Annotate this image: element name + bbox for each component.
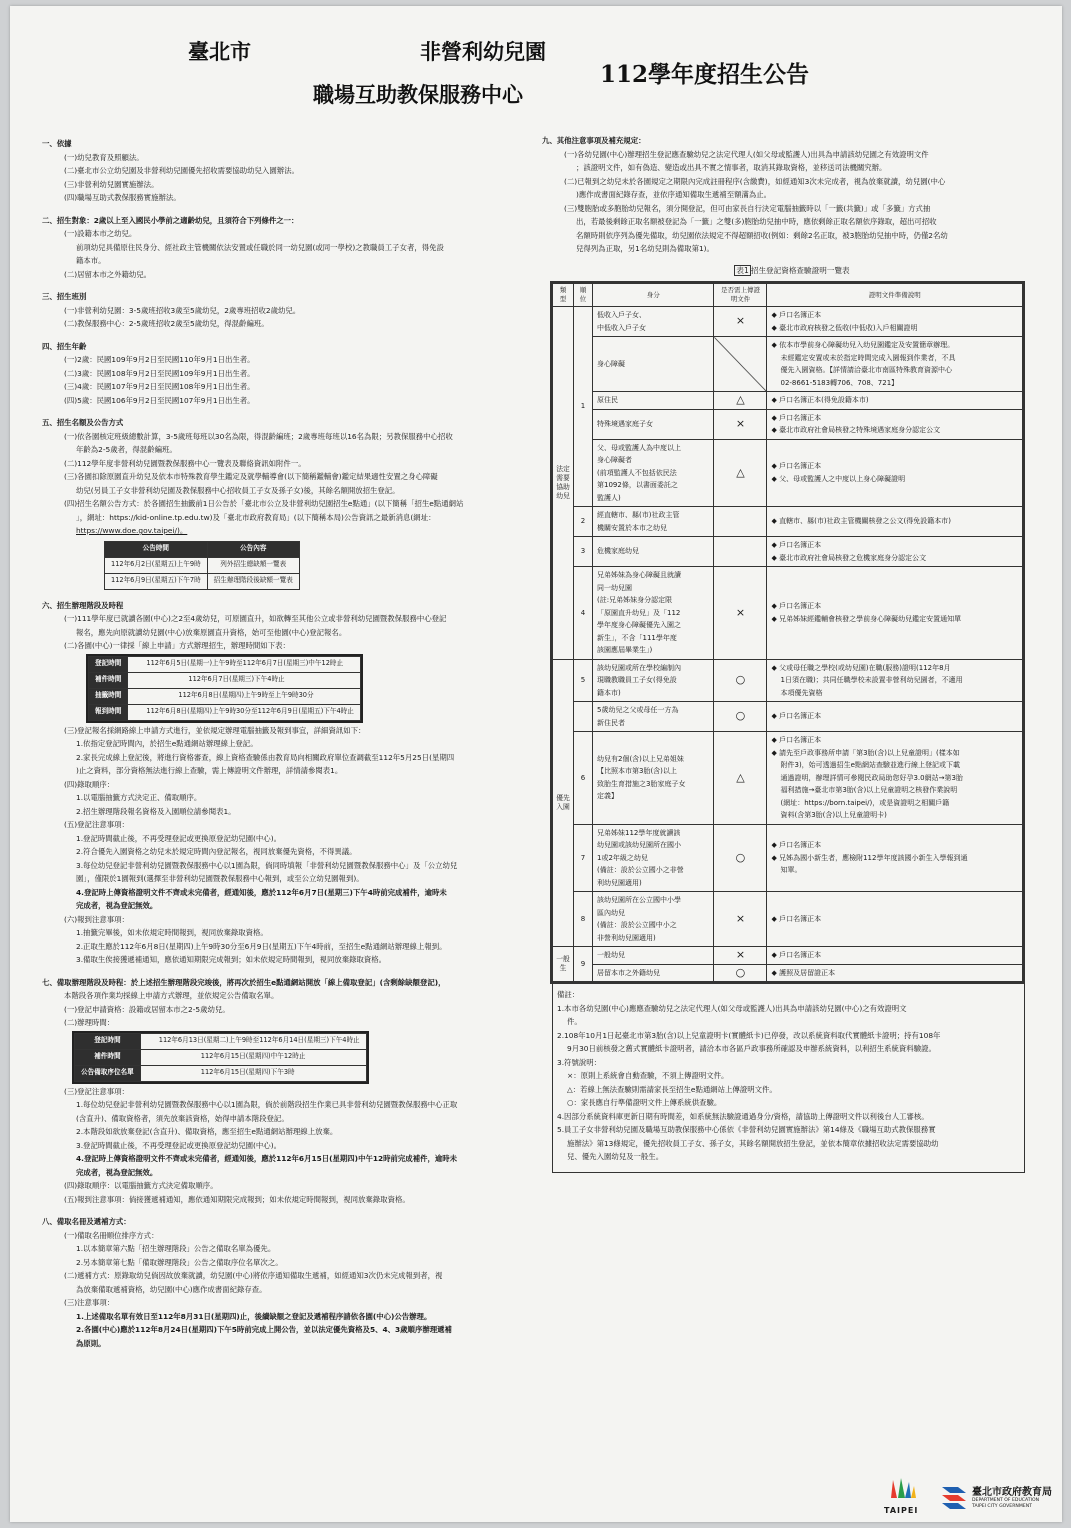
document-line: (網址：https://born.taipei/)，或是資證明之相關戶籍 [780, 798, 950, 807]
text-line: 2.另本簡章第七點「備取辦理階段」公告之備取序位名單次之。 [76, 1257, 283, 1267]
section-heading: 七、備取辦理階段及時程：於上述招生辦理階段完竣後，將再次於招生e點通網站開放「線上備取登記」(含剩餘缺額登記)， [42, 977, 446, 987]
publish-content: 招生辦理階段後缺額一覽表 [207, 573, 299, 589]
upload-mark-cell: × [714, 567, 767, 660]
document-cell [767, 307, 1023, 337]
header-city: 臺北市 [188, 39, 251, 64]
text-line: 完成者，視為登記無效。 [76, 901, 158, 910]
text-line: 1.以本簡章第六點「招生辦理階段」公告之備取名單為優先。 [76, 1244, 276, 1253]
text-line: 1.本市各幼兒園(中心)應應查驗幼兒之法定代理人(如父母或監護人)出具為申請該幼兒園(中心)之有效證明文 [557, 1003, 907, 1013]
text-line: 2.符合優先入園資格之幼兒未於規定時間內登記報名，視同放棄優先資格，不得異議。 [76, 847, 357, 856]
table1-qualifications [552, 283, 1023, 982]
text-line: (一)設籍本市之幼兒。 [64, 229, 137, 238]
document-line: ◆ 請先至戶政事務所申請「第3胎(含)以上兒童證明」(樣本如 [771, 748, 960, 757]
text-line: 前項幼兒具備原住民身分、經社政主管機關依法安置或任職於同一幼兒園(或同一學校)之教職員工子女者，得免設 [76, 242, 444, 252]
document-line: ◆ 臺北市政府社會局核發之特殊境遇家庭身分認定公文 [771, 426, 941, 434]
publish-time: 112年6月9日(星期五)下午7時 [105, 573, 208, 589]
text-line: (四)錄取順序： [64, 779, 115, 789]
identity-line: 幼兒有2個(含)以上兄弟姐妹 [597, 754, 684, 763]
table1-header-doc: 證明文件準備說明 [767, 284, 1023, 307]
text-line: 3.登記時間截止後，不再受理登記或更換原登記幼兒園(中心)。 [76, 1140, 281, 1150]
document-line: ◆ 戶口名簿正本 [771, 462, 822, 471]
upload-mark-cell: × [714, 409, 767, 439]
document-line: ◆ 臺北市政府核發之低收(中低收)入戶相關證明 [771, 323, 918, 332]
identity-line: 學年度身心障礙優先入園之 [597, 621, 681, 629]
text-line: 本階段各項作業均採線上申請方式辦理，並依規定公告備取名單。 [64, 991, 279, 1000]
publish-time: 112年6月2日(星期五)上午9時 [105, 557, 208, 573]
table1-notes [552, 982, 1025, 1173]
identity-line: 經直轄市、縣(市)社政主管 [597, 511, 680, 519]
document-line: ◆ 戶口名簿正本 [771, 602, 822, 611]
identity-cell [593, 337, 714, 392]
text-line: (三)4歲：民國107年9月2日至民國108年9月1日出生者。 [64, 382, 255, 391]
document-line: ◆ 戶口名簿正本 [771, 951, 822, 959]
text-line: 2.各園(中心)應於112年8月24日(星期四)下午5時前完成上開公告，並以法定優先資格及5、4、3歲順序辦理遞補 [76, 1325, 452, 1334]
header-org-type: 非營利幼兒園 [420, 39, 546, 64]
identity-line: (備註：設於公立國小之非營 [597, 866, 684, 874]
text-line: )止之資料，部分資格無法進行線上查驗，需上傳證明文件辦理，詳情請參閱表1。 [76, 766, 343, 775]
text-line: ○：家長應自行準備證明文件上傳系統供查驗。 [567, 1098, 722, 1107]
doe-name-cn: 臺北市政府教育局 [972, 1487, 1052, 1498]
text-line: 幼兒(另員工子女非營利幼兒園及教保服務中心招收員工子女及孫子女)後，其餘名額開放招生登記。 [76, 485, 400, 495]
text-line: 園」，僅限於1園報到(選擇至非營利幼兒園暨教保服務中心報到，或至公立幼兒園報到)。 [76, 874, 364, 883]
text-line: 3.備取生俟接獲遞補通知，應依通知期限完成報到；如未依規定時間報到，視同放棄錄取資格。 [76, 955, 387, 964]
order-cell: 1 [574, 307, 593, 507]
table-row [553, 702, 1023, 732]
text-line: (三)非營利幼兒園實施辦法。 [64, 179, 159, 189]
stage-value: 112年6月5日(星期一)上午9時至112年6月7日(星期三)中午12時止 [128, 656, 361, 672]
text-line: (二)教保服務中心：2-5歲班招收2歲至5歲幼兒，得混齡編班。 [64, 319, 269, 328]
section-heading: 六、招生辦理階段及時程 [42, 600, 124, 610]
taipei-logo-text: TAIPEI [884, 1506, 919, 1515]
category-cell: 法定需要協助幼兒 [553, 307, 574, 660]
document-line: 附件3)，始可透過招生e點網站查驗並進行線上登記或下載 [780, 761, 960, 769]
document-line: ◆ 依本市學前身心障礙幼兒入幼兒園鑑定及安置簡章辦理。 [771, 341, 955, 349]
text-line: (三)雙胞胎或多胞胎幼兒報名，須分開登記，但可由家長自行決定電腦抽籤時以「一籤(共籤)」或「多籤」方式抽 [564, 203, 931, 213]
text-line: 4.因部分系統資料庫更新日期有時間差，如系統無法驗證通過身分/資格，請協助上傳證明文件以利後台人工審核。 [557, 1111, 929, 1121]
text-line: 3.每位幼兒登記非營利幼兒園暨教保服務中心以1園為限，倘同時填報「非營利幼兒園暨教保服務中心」及「公立幼兒 [76, 860, 458, 870]
table-row [553, 307, 1023, 337]
category-cell: 一般生 [553, 947, 574, 982]
identity-line: 5歲幼兒之父或母任一方為 [597, 706, 679, 714]
document-cell [767, 824, 1023, 892]
text-line: 2.108年10月1日起臺北市第3胎(含)以上兒童證明卡(實體紙卡)已停發，改以系統資料取代實體紙卡證明；持有108年 [557, 1030, 941, 1040]
document-line: ◆ 直轄市、縣(市)社政主管機關核發之公文(得免設籍本市) [771, 517, 952, 526]
text-line: (三)各園扣除原園直升幼兒及依本市特殊教育學生鑑定及就學輔導會(以下簡稱鑑輔會)鑑定結果適性安置之身心障礙 [64, 472, 438, 481]
document-cell [767, 567, 1023, 660]
text-line: https://www.doe.gov.taipei/)。 [76, 526, 188, 535]
text-line: (四)招生名額公告方式：於各園招生抽籤前1日公告於「臺北市公立及非營利幼兒園招生e點通」(以下簡稱「招生e點通網站 [64, 499, 464, 508]
text-line: )應作成書面紀錄存查，並依序通知備取生遞補至額滿為止。 [576, 190, 772, 199]
stage-label: 報到時間 [89, 704, 128, 720]
text-line: 9月30日前核發之舊式實體紙卡證明者，請洽本市各區戶政事務所確認及申辦系統資料，以利招生系統資料驗證。 [567, 1044, 936, 1053]
order-cell: 8 [574, 892, 593, 947]
text-line: (二)3歲：民國108年9月2日至民國109年9月1日出生者。 [64, 368, 255, 378]
text-line: (一)各幼兒園(中心)辦理招生登記應查驗幼兒之法定代理人(如父母或監護人)出具為申請該幼兒園之有效證明文件 [564, 149, 929, 159]
identity-line: 中低收入戶子女 [597, 323, 646, 332]
text-line: ；該證明文件，如有偽造、變造或出具不實之情事者，取消其錄取資格，並移送司法機關究辦。 [576, 163, 887, 172]
identity-line: 身心障礙 [597, 359, 625, 368]
document-line: ◆ 兄姊為國小新生者，應檢附112學年度該國小新生入學報到通 [771, 853, 968, 862]
backup-value: 112年6月15日(星期四)下午3時 [140, 1065, 366, 1081]
text-line: 5.員工子女非營利幼兒園及職場互助教保服務中心係依《非營利幼兒園實施辦法》第14條及《職場互助式教保服務實 [557, 1125, 936, 1134]
identity-line: (註:兄弟姊妹身分認定限 [597, 596, 673, 604]
table-row [553, 337, 1023, 392]
header-title: 112學年度招生公告 [600, 61, 810, 88]
document-cell [767, 964, 1023, 982]
table1-title [542, 264, 1042, 278]
document-line: ◆ 父、母或監護人之中度以上身心障礙證明 [771, 474, 906, 483]
text-line: 2.招生辦理階段報名資格及入園順位請參閱表1。 [76, 806, 236, 816]
identity-line: 該幼兒園所在公立國中小學 [597, 896, 681, 904]
doe-name-en1: DEPARTMENT OF EDUCATION [972, 1498, 1040, 1503]
publish-schedule-table [104, 541, 300, 590]
text-line: (一)登記申請資格：設籍或居留本市之2-5歲幼兒。 [64, 1004, 230, 1014]
text-line: 2.家長完成線上登記後，將進行資格審查，線上資格查驗係由教育局向相關政府單位查調截至112年5月25日(星期四 [76, 752, 455, 762]
identity-cell [593, 892, 714, 947]
identity-line: 特殊境遇家庭子女 [597, 419, 653, 428]
text-line: 為放棄備取遞補資格，幼兒園(中心)應作成書面紀錄存查。 [76, 1284, 267, 1294]
category-cell: 優先入園 [553, 659, 574, 947]
identity-line: 幼兒園或該幼兒園所在國小 [597, 841, 681, 849]
text-line: 1.每位幼兒登記非營利幼兒園暨教保服務中心以1園為限，倘於前階段招生作業已具非營利幼兒園暨教保服務中心正取 [76, 1100, 458, 1109]
text-line: 1.依指定登記時間內，於招生e點通網站辦理線上登記。 [76, 739, 258, 748]
identity-line: 利幼兒園適用) [597, 878, 642, 887]
text-line: 1.以電腦抽籤方式決定正、備取順序。 [76, 793, 202, 802]
identity-cell [593, 392, 714, 410]
identity-line: 非營利幼兒園適用) [597, 933, 656, 942]
identity-line: (前項監護人不包括依民法 [597, 468, 677, 477]
upload-mark-cell [714, 507, 767, 537]
upload-mark-cell: ○ [714, 964, 767, 982]
identity-line: 父、母或監護人為中度以上 [597, 443, 681, 452]
stage-value: 112年6月8日(星期四)上午9時30分至112年6月9日(星期五)下午4時止 [128, 704, 361, 720]
upload-mark-cell [714, 537, 767, 567]
text-line: (二)112學年度非營利幼兒園暨教保服務中心一覽表及聯絡資訊如附件一。 [64, 458, 306, 468]
stage-value: 112年6月7日(星期三)下午4時止 [128, 672, 361, 688]
text-line: (二)各園(中心)一律採「線上申請」方式辦理招生，辦理時間如下表： [64, 641, 290, 650]
right-column [542, 134, 1042, 1173]
document-cell [767, 337, 1023, 392]
text-line: 籍本市。 [76, 256, 106, 265]
text-line: (三)登記報名採網路線上申請方式進行，並依規定辦理電腦抽籤及報到事宜，詳細資訊如下： [64, 725, 366, 735]
text-line: 1.抽籤完畢後，如未依規定時間報到，視同放棄錄取資格。 [76, 928, 268, 937]
text-line: 九、其他注意事項及補充規定： [542, 136, 646, 145]
document-line: ◆ 戶口名簿正本 [771, 712, 822, 721]
table1-header-identity: 身分 [593, 284, 714, 307]
identity-cell [593, 307, 714, 337]
text-line: (一)依各園核定班級總數計算，3-5歲班每班以30名為限，得混齡編班；2歲專班每班以16名為限；另教保服務中心招收 [64, 431, 453, 441]
backup-schedule-table [74, 1033, 367, 1082]
order-cell: 3 [574, 537, 593, 567]
identity-line: 該幼兒園或所在學校編制內 [597, 663, 681, 672]
text-line: 名額時則依序列為優先備取，幼兒園依法規定不得超額招收(例如：剩餘2名正取，被3胞胎幼兒抽中時，仍僅2名幼 [576, 230, 948, 240]
text-line: (五)登記注意事項： [64, 820, 129, 829]
document-line: 未經鑑定安置或未於指定時間完成入園報到作業者，不具 [780, 353, 956, 362]
table-row [553, 537, 1023, 567]
identity-cell [593, 537, 714, 567]
identity-line: 「原園直升幼兒」及「112 [597, 608, 681, 617]
document-line: 通過證明，辦理詳情可參閱民政局助您好孕3.0網站→第3胎 [780, 773, 963, 782]
identity-line: 危機家庭幼兒 [597, 547, 639, 556]
stage-label: 補件時間 [89, 672, 128, 688]
identity-line: 致胎生育措施之3胎家庭子女 [597, 779, 686, 788]
document-cell [767, 892, 1023, 947]
document-line: ◆ 護照及居留證正本 [771, 968, 836, 977]
stage-value: 112年6月8日(星期四)上午9時至上午9時30分 [128, 688, 361, 704]
order-cell: 5 [574, 659, 593, 702]
text-line: (一)111學年度已就讀各園(中心)之2至4歲幼兒，可原園直升，如欲轉至其他公立或非營利幼兒園暨教保服務中心登記 [64, 614, 447, 623]
stage-schedule-table [88, 656, 361, 721]
text-line: (五)報到注意事項：倘接獲遞補通知，應依通知期限完成報到；如未依規定時間報到，視同放棄錄取資格。 [64, 1194, 410, 1204]
backup-label: 公告備取序位名單 [75, 1065, 141, 1081]
order-cell: 4 [574, 567, 593, 660]
table-row [553, 439, 1023, 507]
identity-line: 居留本市之外籍幼兒 [597, 968, 660, 977]
text-line: 2.正取生應於112年6月8日(星期四)上午9時30分至6月9日(星期五)下午4時前，至招生e點通網站辦理線上報到。 [76, 941, 447, 951]
document-line: 1日須在職)；共同任職學校未設置非營利幼兒園者，不適用 [780, 676, 963, 684]
text-line: 1.上述備取名單有效日至112年8月31日(星期四)止，後續缺額之登記及遞補程序請依各園(中心)公告辦理。 [76, 1311, 432, 1321]
text-line: (四)錄取順序：以電腦抽籤方式決定備取順序。 [64, 1181, 218, 1190]
text-line: 出，若最後剩餘正取名額被登記為「一籤」之雙(多)胞胎幼兒抽中時，應依剩餘正取名額依序錄取，超出可招收 [576, 217, 937, 226]
text-line: (二)已報到之幼兒未於各園規定之期限內完成註冊程序(含繳費)，如經通知3次未完成者，視為放棄就讀，幼兒園(中心 [564, 176, 946, 186]
text-line: (一)2歲：民國109年9月2日至民國110年9月1日出生者。 [64, 355, 255, 364]
identity-cell [593, 659, 714, 702]
document-cell [767, 409, 1023, 439]
text-line: 報名，應先向原就讀幼兒園(中心)放棄原園直升資格，始可至他園(中心)登記報名。 [76, 627, 347, 637]
identity-line: 身心障礙者 [597, 456, 632, 464]
text-line: 」，網址：https://kid-online.tp.edu.tw)及「臺北市政府教育局」(以下簡稱本局)公告資訊之最新消息(網址： [76, 512, 436, 522]
text-line: (三)注意事項： [64, 1298, 115, 1307]
document-line: ◆ 父或母任職之學校(或幼兒園)在職(服務)證明(112年8月 [771, 663, 951, 672]
identity-line: 原住民 [597, 396, 618, 404]
section-heading: 八、備取名冊及遞補方式： [42, 1217, 131, 1226]
text-line: 施辦法》第13條規定，優先招收員工子女、孫子女，其餘名額開放招生登記，並依本簡章依據招收法定需要協助幼 [567, 1138, 939, 1148]
text-line: 2.本階段如欲放棄登記(含直升)、備取資格，應至招生e點通網站辦理線上放棄。 [76, 1127, 338, 1136]
publish-content: 列外招生總缺額一覽表 [207, 557, 299, 573]
upload-mark-cell: × [714, 947, 767, 965]
identity-line: 【比照本市第3胎(含)以上 [597, 767, 677, 776]
table-row [553, 392, 1023, 410]
text-line: (一)備取名冊順位排序方式： [64, 1230, 159, 1240]
text-line: (六)報到注意事項： [64, 914, 129, 924]
document-line: ◆ 戶口名簿正本 [771, 841, 822, 849]
text-line: (含直升)、備取資格者，須先放棄該資格，始得申請本階段登記。 [76, 1113, 289, 1123]
table-row [553, 947, 1023, 965]
order-cell [574, 702, 593, 732]
text-line: (一)幼兒教育及照顧法。 [64, 152, 144, 162]
text-line: 為原則。 [76, 1338, 106, 1348]
identity-cell [593, 947, 714, 965]
order-cell: 6 [574, 732, 593, 825]
text-line: 備註： [557, 990, 580, 999]
document-cell [767, 702, 1023, 732]
upload-mark-cell: ○ [714, 702, 767, 732]
order-cell: 2 [574, 507, 593, 537]
table-row [553, 824, 1023, 892]
table1-title-text: 招生登記資格查驗證明一覽表 [750, 265, 850, 275]
table-row [553, 732, 1023, 825]
text-line: 年齡為2-5歲者，得混齡編班。 [76, 445, 177, 454]
table1-tag: 表1 [736, 265, 749, 275]
identity-line: 第1092條，以書面委託之 [597, 481, 678, 489]
identity-cell [593, 567, 714, 660]
upload-mark-cell: ○ [714, 824, 767, 892]
identity-line: 機關安置於本市之幼兒 [597, 523, 667, 532]
document-cell [767, 439, 1023, 507]
document-line: ◆ 戶口名簿正本 [771, 541, 822, 549]
upload-mark-cell: × [714, 307, 767, 337]
document-cell [767, 537, 1023, 567]
identity-line: 現職教職員工子女(得免設 [597, 676, 677, 684]
identity-cell [593, 732, 714, 825]
table-row [553, 409, 1023, 439]
text-line: (二)遞補方式：原錄取幼兒倘因故放棄就讀，幼兒園(中心)將依序通知備取生遞補，如經通知3次仍未完成報到者，視 [64, 1271, 443, 1280]
document-cell [767, 507, 1023, 537]
table1-header-order: 順位 [574, 284, 593, 307]
identity-line: 該園應屆畢業生」) [597, 646, 653, 654]
identity-cell [593, 964, 714, 982]
document-line: ◆ 兄弟姊妹經鑑輔會核發之學前身心障礙幼兒鑑定安置通知單 [771, 614, 962, 623]
section-heading: 一、依據 [42, 139, 72, 148]
text-line: (四)職場互助式教保服務實施辦法。 [64, 193, 181, 202]
document-line: ◆ 戶口名簿正本 [771, 914, 822, 923]
identity-line: 定義】 [597, 792, 618, 801]
backup-value: 112年6月15日(星期四)中午12時止 [140, 1049, 366, 1065]
document-line: 資料(含第3胎(含)以上兒童證明卡) [780, 811, 887, 819]
document-cell [767, 392, 1023, 410]
order-cell: 9 [574, 947, 593, 982]
order-cell: 7 [574, 824, 593, 892]
section-heading: 二、招生對象：2歲以上至入國民小學前之適齡幼兒，且須符合下列條件之一： [42, 215, 299, 225]
upload-mark-cell: ○ [714, 659, 767, 702]
text-line: 3.符號說明： [557, 1057, 602, 1067]
upload-mark-cell: × [714, 892, 767, 947]
table-row [553, 964, 1023, 982]
identity-line: 新生」，不含「111學年度 [597, 633, 677, 642]
text-line: (二)臺北市公立幼兒園及非營利幼兒園優先招收需要協助幼兒入園辦法。 [64, 166, 299, 175]
document-line: 本項優先資格 [780, 688, 823, 697]
document-line: 福利措施→臺北市第3胎(含)以上兒童證明之核發作業說明 [780, 786, 958, 794]
document-cell [767, 947, 1023, 965]
identity-cell [593, 409, 714, 439]
document-line: 知單。 [780, 866, 802, 874]
left-column [42, 128, 532, 1350]
backup-value: 112年6月13日(星期二)上午9時至112年6月14日(星期三)下午4時止 [140, 1033, 366, 1049]
table-row [553, 507, 1023, 537]
table-row [553, 892, 1023, 947]
identity-line: 監護人) [597, 493, 621, 502]
document-line: 優先入園資格。【詳情請洽臺北市南區特殊教育資源中心 [780, 366, 952, 374]
text-line: 1.登記時間截止後，不再受理登記或更換原登記幼兒園(中心)。 [76, 833, 281, 843]
text-line: (三)登記注意事項： [64, 1086, 129, 1096]
table-row [553, 567, 1023, 660]
text-line: 兒得列為正取，另1名幼兒則為備取第1)。 [576, 244, 714, 253]
identity-cell [593, 507, 714, 537]
text-line: △：若線上無法查驗則需請家長至招生e點通網站上傳證明文件。 [567, 1084, 777, 1094]
identity-line: 低收入戶子女、 [597, 311, 646, 319]
identity-line: 1或2年級之幼兒 [597, 853, 648, 862]
table1-header-upload: 是否需上傳證明文件 [714, 284, 767, 307]
section-heading: 三、招生班別 [42, 292, 87, 301]
table-row [553, 659, 1023, 702]
text-line: ×：原則上系統會自動查驗，不須上傳證明文件。 [567, 1071, 729, 1080]
text-line: (四)5歲：民國106年9月2日至民國107年9月1日出生者。 [64, 395, 255, 405]
stage-label: 登記時間 [89, 656, 128, 672]
publish-table-header: 公告時間 [105, 541, 208, 557]
document-line: ◆ 戶口名簿正本 [771, 311, 822, 319]
text-line: 4.登記時上傳資格證明文件不齊或未完備者，經通知後，應於112年6月15日(星期四)中午12時前完成補件，逾時未 [76, 1154, 458, 1163]
stage-label: 抽籤時間 [89, 688, 128, 704]
identity-line: (備註：設於公立國中小之 [597, 921, 677, 929]
doe-name-en2: TAIPEI CITY GOVERNMENT [972, 1504, 1032, 1509]
document-line: ◆ 臺北市政府社會局核發之危機家庭身分認定公文 [771, 553, 927, 562]
text-line: (一)非營利幼兒園：3-5歲班招收3歲至5歲幼兒，2歲專班招收2歲幼兒。 [64, 305, 301, 315]
upload-mark-cell [714, 337, 767, 392]
identity-line: 同一幼兒園 [597, 583, 632, 592]
identity-line: 區內幼兒 [597, 908, 625, 917]
identity-line: 籍本市) [597, 688, 621, 697]
text-line: 兒、優先入園幼兒及一般生。 [567, 1152, 664, 1161]
publish-table-header: 公告內容 [207, 541, 299, 557]
text-line: (二)居留本市之外籍幼兒。 [64, 269, 152, 279]
identity-cell [593, 702, 714, 732]
identity-line: 新住民者 [597, 718, 625, 727]
document-line: ◆ 戶口名簿正本 [771, 736, 822, 744]
text-line: 4.登記時上傳資格證明文件不齊或未完備者，經通知後，應於112年6月7日(星期三)下午4時前完成補件，逾時未 [76, 887, 447, 897]
backup-label: 登記時間 [75, 1033, 141, 1049]
upload-mark-cell: △ [714, 392, 767, 410]
backup-label: 補件時間 [75, 1049, 141, 1065]
text-line: 件。 [567, 1017, 582, 1026]
section-heading: 五、招生名額及公告方式 [42, 418, 124, 427]
upload-mark-cell: △ [714, 439, 767, 507]
announcement-sheet [10, 6, 1062, 1522]
identity-line: 一般幼兒 [597, 951, 625, 959]
header-org-type2: 職場互助教保服務中心 [313, 82, 523, 107]
document-line: ◆ 戶口名簿正本 [771, 413, 822, 422]
section-heading: 四、招生年齡 [42, 341, 87, 351]
document-line: 02-8661-5183轉706、708、721】 [780, 378, 899, 387]
identity-cell [593, 824, 714, 892]
identity-cell [593, 439, 714, 507]
doe-emblem-icon [940, 1483, 968, 1513]
document-line: ◆ 戶口名簿正本(得免設籍本市) [771, 396, 869, 404]
identity-line: 兄弟姊妹112學年度就讀該 [597, 828, 681, 837]
document-cell [767, 659, 1023, 702]
text-line: (二)辦理時間： [64, 1018, 115, 1027]
text-line: 完成者，視為登記無效。 [76, 1167, 158, 1177]
table1-header-type: 類型 [553, 284, 574, 307]
identity-line: 兄弟姊妹為身心障礙且就讀 [597, 571, 681, 579]
upload-mark-cell: △ [714, 732, 767, 825]
document-cell [767, 732, 1023, 825]
